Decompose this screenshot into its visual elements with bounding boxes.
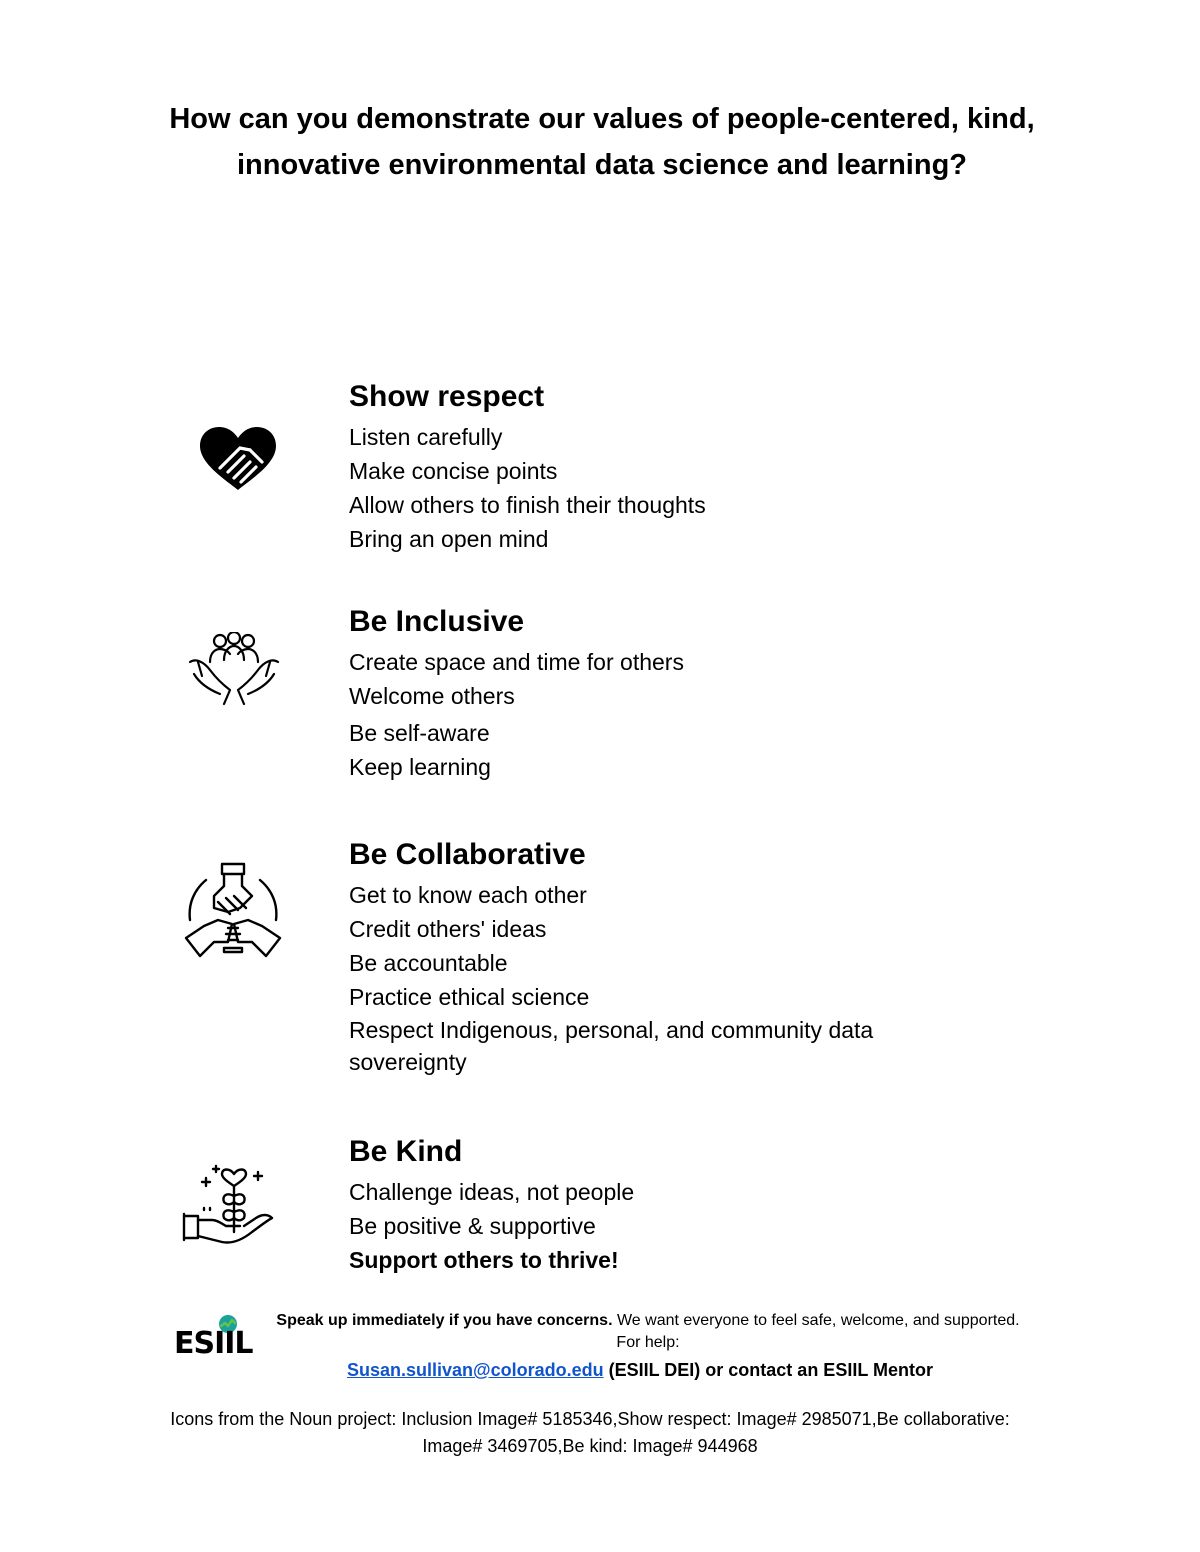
logo-text: ESIIL xyxy=(174,1326,253,1361)
contact-line xyxy=(268,1357,1012,1383)
section-be-collaborative xyxy=(349,836,1069,1078)
list-item: Create space and time for others xyxy=(349,649,684,675)
concern-notice xyxy=(268,1310,1028,1354)
list-item: Make concise points xyxy=(349,458,558,484)
list-item: Credit others' ideas xyxy=(349,916,547,942)
icon-credits: Icons from the Noun project: Inclusion Image# 5185346,Show respect: Image# 2985071,Be collaborative: Image# 3469705,Be kind: Image# 944968 xyxy=(170,1409,1010,1456)
list-item: Support others to thrive! xyxy=(349,1247,619,1273)
handshake-heart-icon xyxy=(196,424,280,492)
list-item: Keep learning xyxy=(349,754,491,780)
section-heading: Be Collaborative xyxy=(349,838,586,871)
list-item: Welcome others xyxy=(349,683,515,709)
section-list xyxy=(349,645,1069,784)
notice-bold: Speak up immediately if you have concerns. xyxy=(276,1312,613,1329)
notice-rest: We want everyone to feel safe, welcome, and supported. For help: xyxy=(616,1312,1020,1351)
section-be-kind xyxy=(349,1133,1069,1277)
section-list xyxy=(349,878,1069,1078)
stacked-hands-icon xyxy=(184,862,282,960)
list-item: Challenge ideas, not people xyxy=(349,1179,635,1205)
esiil-logo xyxy=(172,1314,262,1364)
section-list xyxy=(349,1175,1069,1277)
section-heading: Show respect xyxy=(349,380,545,413)
section-be-inclusive xyxy=(349,603,1069,784)
section-heading: Be Inclusive xyxy=(349,605,525,638)
page-title: How can you demonstrate our values of people-centered, kind, innovative environmental data science and learning? xyxy=(169,103,1035,181)
contact-rest: (ESIIL DEI) or contact an ESIIL Mentor xyxy=(608,1360,933,1380)
list-item: Be accountable xyxy=(349,950,508,976)
section-list xyxy=(349,420,1069,556)
list-item: Respect Indigenous, personal, and community data sovereignty xyxy=(349,1017,874,1075)
email-link[interactable]: Susan.sullivan@colorado.edu xyxy=(346,1360,604,1380)
list-item: Get to know each other xyxy=(349,882,587,908)
list-item: Be self-aware xyxy=(349,720,490,746)
section-show-respect xyxy=(349,378,1069,556)
people-in-hands-icon xyxy=(186,632,282,706)
list-item: Bring an open mind xyxy=(349,526,549,552)
hand-growing-plant-icon xyxy=(182,1158,274,1248)
list-item: Practice ethical science xyxy=(349,984,590,1010)
section-heading: Be Kind xyxy=(349,1135,463,1168)
list-item: Listen carefully xyxy=(349,424,503,450)
list-item: Allow others to finish their thoughts xyxy=(349,492,706,518)
list-item: Be positive & supportive xyxy=(349,1213,596,1239)
